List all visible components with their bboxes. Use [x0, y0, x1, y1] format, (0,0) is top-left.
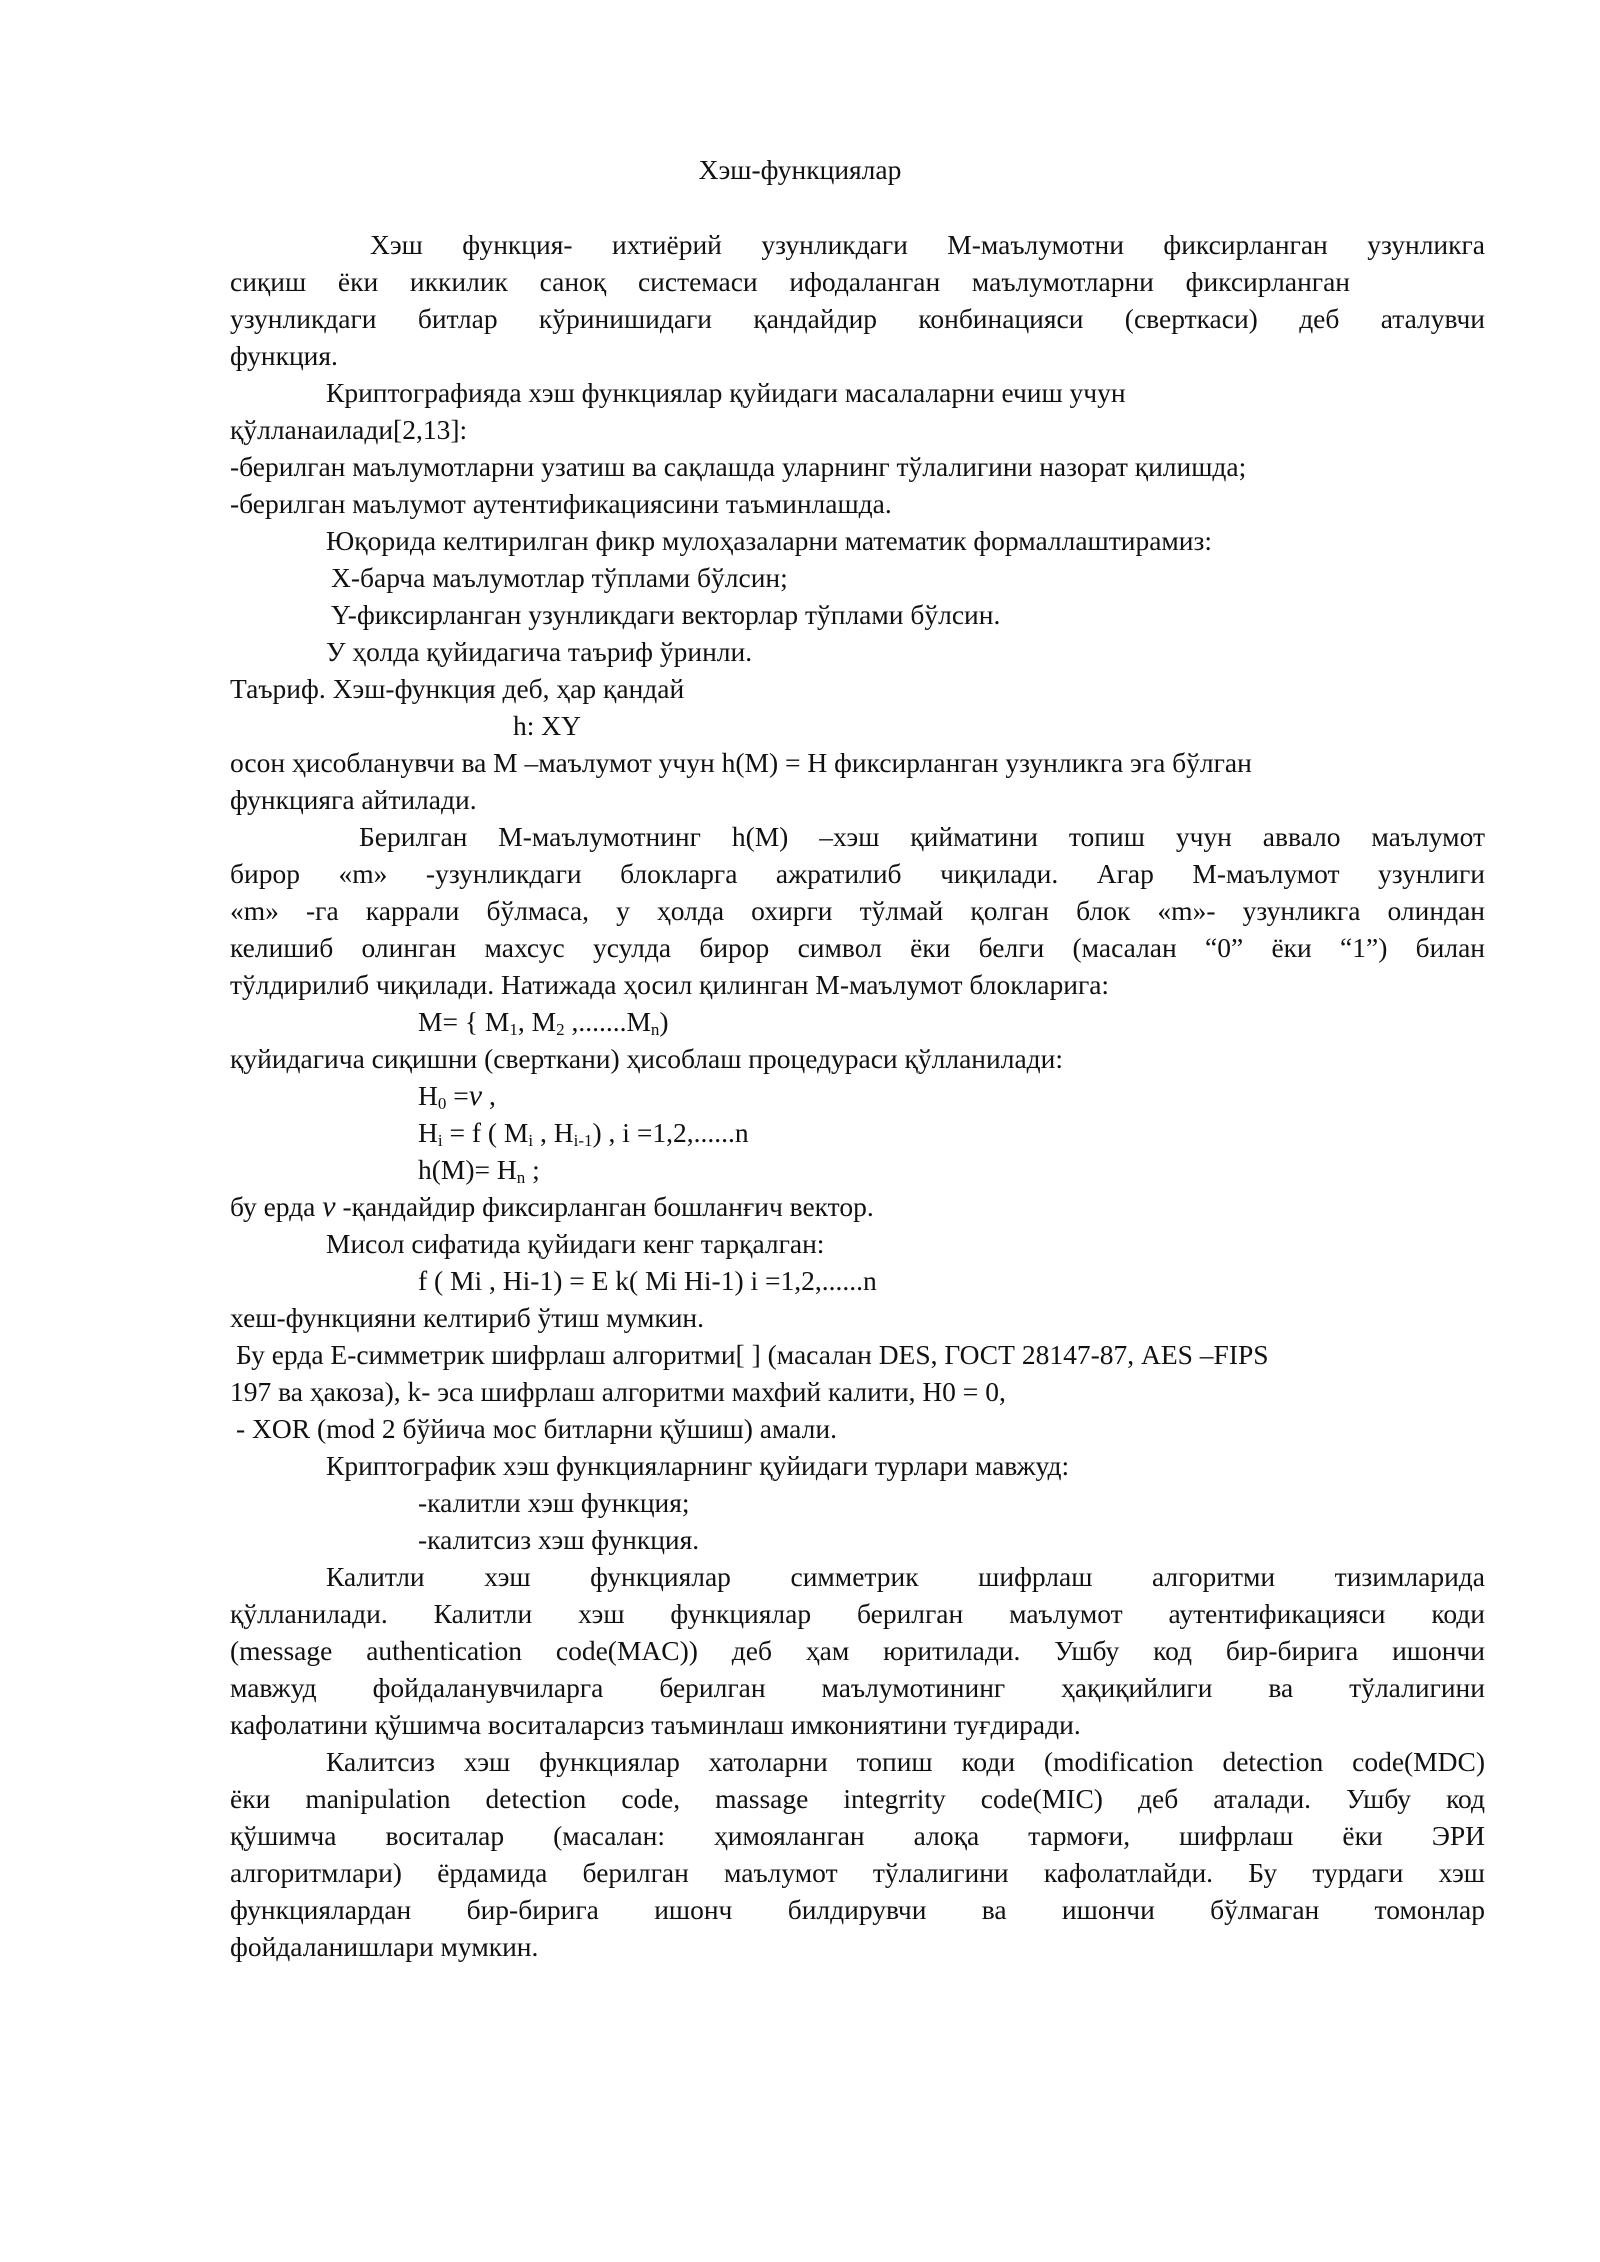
- paragraph-line: «m» -га каррали бўлмаса, у ҳолда охирги тўлмай қолган блок «m»- узунликга олиндан: [230, 895, 1485, 926]
- paragraph-line: функциялардан бир-бирига ишонч билдирувчи ва ишончи бўлмаган томонлар: [230, 1894, 1485, 1925]
- paragraph-line: - XOR (mod 2 бўйича мос битларни қўшиш) амали.: [236, 1413, 837, 1444]
- paragraph-line: фойдаланишлари мумкин.: [230, 1931, 539, 1962]
- paragraph-line: Мисол сифатида қуйидаги кенг тарқалган:: [326, 1228, 825, 1259]
- paragraph-line: бирор «m» -узунликдаги блокларга ажратилиб чиқилади. Агар M-маълумот узунлиги: [230, 858, 1485, 889]
- paragraph-line: қўлланаилади[2,13]:: [230, 414, 468, 445]
- paragraph-line: қуйидагича сиқишни (сверткани) ҳисоблаш процедураси қўлланилади:: [230, 1043, 1064, 1074]
- list-item: -калитли хэш функция;: [418, 1487, 690, 1518]
- paragraph-line: ёки manipulation detection code, massage integrrity code(MIC) деб аталади. Ушбу код: [230, 1783, 1485, 1814]
- paragraph-line: узунликдаги битлар кўринишидаги қандайдир конбинацияси (сверткаси) деб аталувчи: [230, 303, 1485, 334]
- paragraph-line: мавжуд фойдаланувчиларга берилган маълумотининг ҳақиқийлиги ва тўлалигини: [230, 1672, 1485, 1703]
- paragraph-line: (message authentication code(MAC)) деб ҳам юритилади. Ушбу код бир-бирига ишончи: [230, 1635, 1485, 1666]
- paragraph-line: Криптографияда хэш функциялар қуйидаги масалаларни ечиш учун: [326, 377, 1126, 408]
- formula-blocks: M= { $M_1$, $M_2$ $,.......M_n$): [418, 1006, 669, 1039]
- formula-hi: $H_i = f$ ( $M_i$ , $H_{i-1}$) , i =1,2,......n: [418, 1117, 749, 1150]
- paragraph-line: алгоритмлари) ёрдамида берилган маълумот тўлалигини кафолатлайди. Бу турдаги хэш: [230, 1857, 1485, 1888]
- paragraph-line: бу ерда ν -қандайдир фиксирланган бошланғич вектор.: [230, 1190, 874, 1223]
- paragraph-line: Берилган M-маълумотнинг h(M) –хэш қийматини топиш учун аввало маълумот: [359, 821, 1485, 852]
- paragraph-line: кафолатини қўшимча воситаларсиз таъминлаш имкониятини туғдиради.: [230, 1709, 1081, 1740]
- formula-h0: $H_0 =\nu$ ,: [418, 1079, 496, 1113]
- paragraph-line: У ҳолда қуйидагича таъриф ўринли.: [326, 636, 753, 667]
- paragraph-line: Калитсиз хэш функциялар хатоларни топиш коди (modification detection code(MDC): [326, 1746, 1485, 1777]
- paragraph-line: Хэш функция- ихтиёрий узунликдаги M-маълумотни фиксирланган узунликга: [370, 229, 1485, 260]
- formula-hm: $h(M)= H_n$ ;: [418, 1154, 540, 1187]
- definition-formula: h: XY: [513, 710, 581, 741]
- paragraph-line: -берилган маълумот аутентификациясини таъминлашда.: [230, 488, 892, 519]
- paragraph-line: -берилган маълумотларни узатиш ва сақлашда уларнинг тўлалигини назорат қилишда;: [230, 451, 1247, 482]
- definition-line: Таъриф. Хэш-функция деб, ҳар қандай: [230, 673, 685, 704]
- paragraph-line: Криптографик хэш функцияларнинг қуйидаги турлари мавжуд:: [326, 1450, 1070, 1481]
- paragraph-line: функция.: [230, 340, 338, 371]
- paragraph-line: келишиб олинган махсус усулда бирор символ ёки белги (масалан “0” ёки “1”) билан: [230, 932, 1485, 963]
- paragraph-line: 197 ва ҳакоза), k- эса шифрлаш алгоритми махфий калити, H0 = 0,: [230, 1376, 1006, 1407]
- paragraph-line: Бу ерда E-симметрик шифрлаш алгоритми[ ] (масалан DES, ГОСТ 28147-87, AES –FIPS: [236, 1339, 1269, 1370]
- paragraph-line: Калитли хэш функциялар симметрик шифрлаш алгоритми тизимларида: [326, 1561, 1485, 1592]
- paragraph-line: сиқиш ёки иккилик саноқ системаси ифодаланган маълумотларни фиксирланган: [230, 266, 1350, 297]
- paragraph-line: Y-фиксирланган узунликдаги векторлар тўплами бўлсин.: [331, 599, 1001, 630]
- paragraph-line: Юқорида келтирилган фикр мулоҳазаларни математик формаллаштирамиз:: [326, 525, 1213, 556]
- formula-example: f ( Mi , Hi-1) = E k( Mi Hi-1) i =1,2,......n: [418, 1265, 877, 1296]
- page-title: Хэш-функциялар: [698, 154, 902, 185]
- definition-line: осон ҳисобланувчи ва M –маълумот учун h(M) = H фиксирланган узунликга эга бўлган: [230, 747, 1252, 778]
- paragraph-line: X-барча маълумотлар тўплами бўлсин;: [331, 562, 788, 593]
- paragraph-line: қўшимча воситалар (масалан: ҳимояланган алоқа тармоғи, шифрлаш ёки ЭРИ: [230, 1820, 1485, 1851]
- paragraph-line: қўлланилади. Калитли хэш функциялар берилган маълумот аутентификацияси коди: [230, 1598, 1485, 1629]
- paragraph-line: тўлдирилиб чиқилади. Натижада ҳосил қилинган M-маълумот блокларига:: [230, 969, 1110, 1000]
- paragraph-line: хеш-функцияни келтириб ўтиш мумкин.: [230, 1302, 705, 1333]
- list-item: -калитсиз хэш функция.: [418, 1524, 700, 1555]
- definition-line: функцияга айтилади.: [230, 784, 477, 815]
